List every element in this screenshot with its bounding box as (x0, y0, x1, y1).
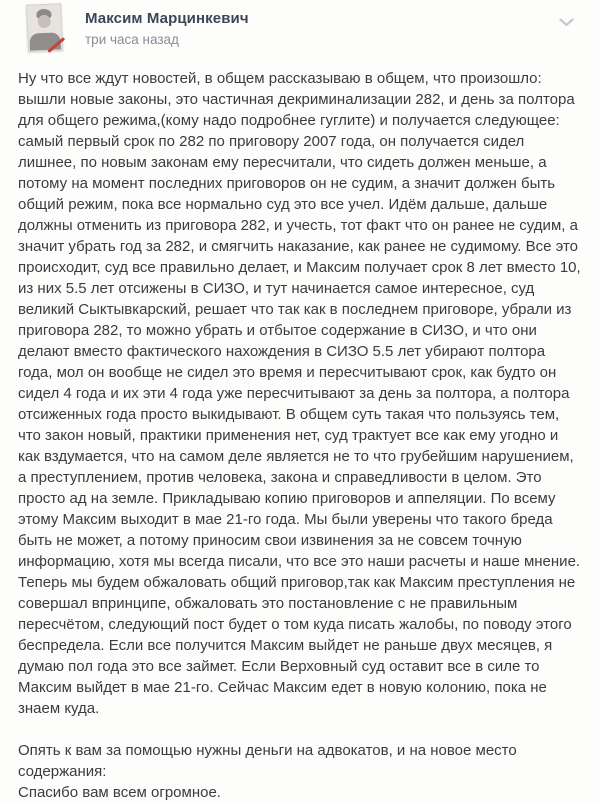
header-info (85, 10, 249, 47)
post-paragraph: Спасибо вам всем огромное. (18, 784, 221, 801)
post-paragraph: Ну что все ждут новостей, в общем рассказываю в общем, что произошло: вышли новые законы, это частичная декриминализации 282, и день за полтора для общего режима,(кому надо подробнее гуглите) и получается следующее: самый первый срок по 282 по приговору 2007 года, он получается сидел лишнее, по новым законам ему пересчитали, что сидеть должен меньше, а потому на момент последних приговоров он не судим, а значит должен быть общий режим, пока все нормально суд это все учел. Идём дальше, дальше должны отменить из приговора 282, и учесть, тот факт что он ранее не судим, а значит убрать год за 282, и смягчить наказание, как ранее не судимому. Все это происходит, суд все правильно делает, и Максим получает срок 8 лет вместо 10, из них 5.5 лет отсижены в СИЗО, и тут начинается самое интересное, суд великий Сыктывкарский, решает что так как в последнем приговоре, убрали из приговора 282, то можно убрать и отбытое содержание в СИЗО, и что они делают вместо фактического нахождения в СИЗО 5.5 лет убирают полтора года, мол он вообще не сидел это время и пересчитывают срок, как будто он сидел 4 года и их эти 4 года уже пересчитывают за день за полтора, а полтора отсиженных года просто выкидывают. В общем суть такая что пользуясь тем, что закон новый, практики применения нет, суд трактует все как ему угодно и как вздумается, что на самом деле является не то что грубейшим нарушением, а преступлением, против человека, закона и справедливости в целом. Это просто ад на земле. Прикладываю копию приговоров и аппеляции. По всему этому Максим выходит в мае 21-го года. Мы были уверены что такого бреда быть не может, а потому приносим свои извинения за не совсем точную информацию, хотя мы всегда писали, что все это наши расчеты и наше мнение. Теперь мы будем обжаловать общий приговор,так как Максим преступления не совершал впринципе, обжаловать это постановление с не правильным пересчётом, следующий пост будет о том куда писать жалобы, по поводу этого беспредела. Если все получится Максим выйдет не раньше двух месяцев, я думаю пол года это все займет. Если Верховный суд оставит все в силе то Максим выйдет в мае 21-го. Сейчас Максим едет в новую колонию, пока не знаем куда. (18, 70, 581, 717)
post-timestamp-link[interactable]: три часа назад (85, 32, 179, 47)
avatar[interactable] (26, 3, 63, 51)
author-name-link[interactable]: Максим Марцинкевич (85, 10, 249, 27)
post-paragraph: Опять к вам за помощью нужны деньги на адвокатов, и на новое место содержания: (18, 742, 517, 780)
post-menu-button[interactable] (557, 16, 575, 30)
avatar-photo-face (37, 15, 51, 29)
post-header (0, 0, 600, 62)
post-text (0, 62, 600, 803)
chevron-down-icon (559, 14, 574, 32)
